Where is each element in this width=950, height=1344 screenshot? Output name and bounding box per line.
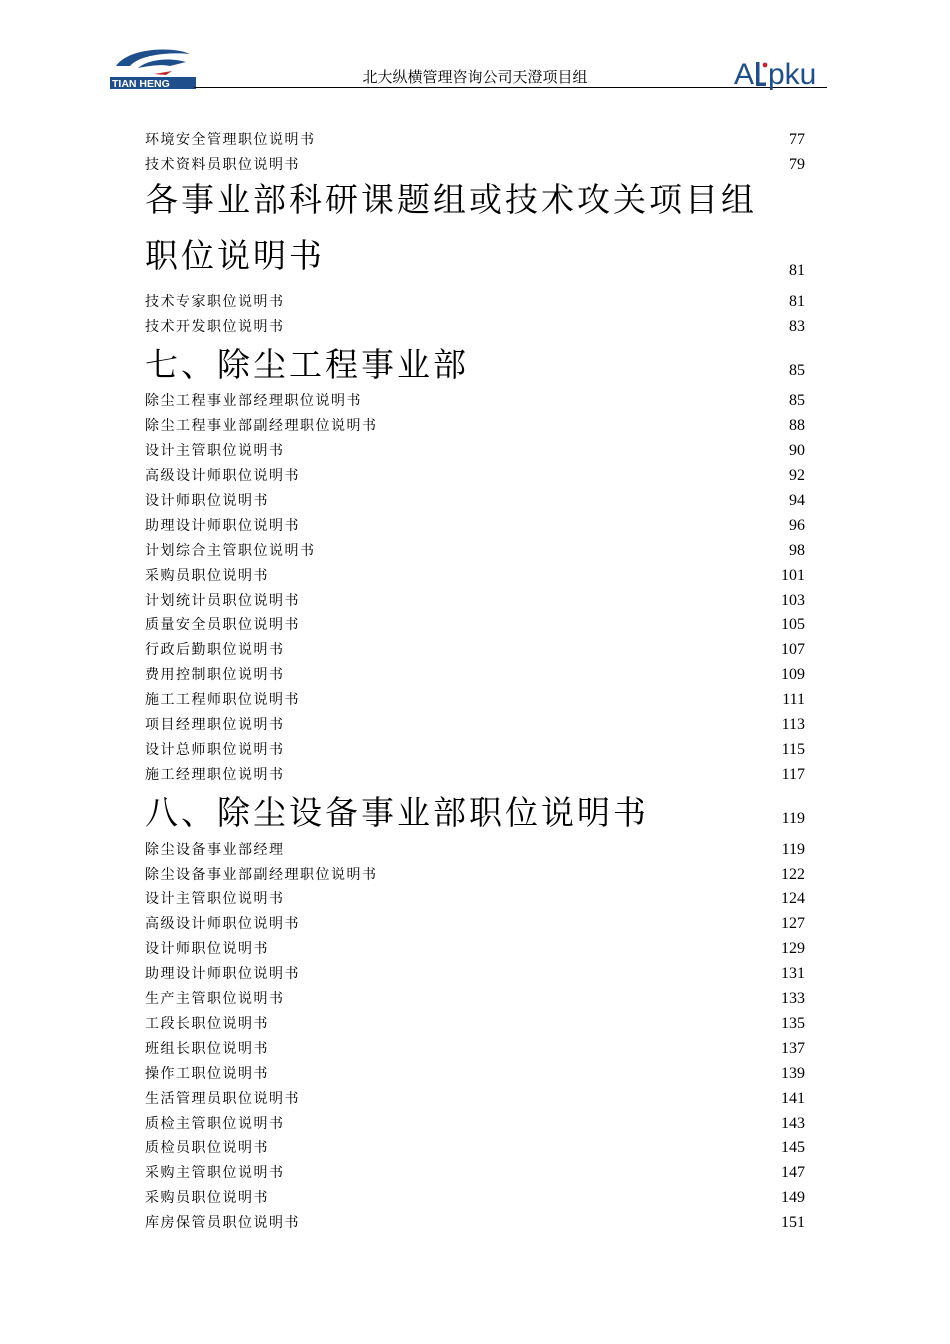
toc-page-number: 145 — [781, 1139, 805, 1157]
toc-page-number: 151 — [781, 1214, 805, 1232]
toc-page-number: 117 — [781, 765, 805, 783]
toc-entry[interactable] — [145, 834, 805, 859]
toc-entry[interactable] — [145, 435, 805, 460]
toc-entry[interactable] — [145, 634, 805, 659]
toc-entry[interactable] — [145, 1108, 805, 1133]
toc-page-number: 111 — [782, 691, 805, 709]
toc-entry-title: 生活管理员职位说明书 — [145, 1090, 300, 1107]
toc-entry[interactable] — [145, 286, 805, 311]
toc-entry[interactable] — [145, 311, 805, 336]
toc-entry-title: 设计总师职位说明书 — [145, 741, 285, 758]
toc-entry-title: 计划统计员职位说明书 — [145, 592, 300, 609]
toc-entry-title: 除尘工程事业部副经理职位说明书 — [145, 418, 378, 435]
toc-entry-title: 工段长职位说明书 — [145, 1015, 269, 1032]
header-title: 北大纵横管理咨询公司天澄项目组 — [362, 70, 588, 86]
toc-entry[interactable] — [145, 535, 805, 560]
toc-entry-title: 费用控制职位说明书 — [145, 667, 285, 684]
toc-page-number: 115 — [781, 740, 805, 758]
toc-entry[interactable] — [145, 709, 805, 734]
toc-page-number: 149 — [781, 1189, 805, 1207]
toc-page-number: 98 — [789, 541, 805, 559]
toc-page-number: 129 — [781, 940, 805, 958]
toc-entry-title: 设计主管职位说明书 — [145, 891, 285, 908]
toc-entry-title: 计划综合主管职位说明书 — [145, 542, 316, 559]
toc-page-number: 135 — [781, 1014, 805, 1032]
toc-entry-title: 操作工职位说明书 — [145, 1065, 269, 1082]
toc-section-heading[interactable] — [145, 174, 805, 286]
toc-page-number: 83 — [789, 317, 805, 335]
toc-entry[interactable] — [145, 386, 805, 411]
toc-entry-title: 技术专家职位说明书 — [145, 293, 285, 310]
toc-page-number: 139 — [781, 1064, 805, 1082]
toc-entry-title: 施工经理职位说明书 — [145, 766, 285, 783]
toc-entry[interactable] — [145, 560, 805, 585]
toc-page-number: 113 — [781, 716, 805, 734]
toc-page-number: 141 — [781, 1089, 805, 1107]
toc-section-heading[interactable] — [145, 784, 805, 834]
toc-page-number: 137 — [781, 1039, 805, 1057]
toc-entry[interactable] — [145, 460, 805, 485]
toc-entry[interactable] — [145, 983, 805, 1008]
toc-entry-title: 库房保管员职位说明书 — [145, 1215, 300, 1232]
toc-entry[interactable] — [145, 485, 805, 510]
toc-entry[interactable] — [145, 1157, 805, 1182]
toc-entry-title: 除尘工程事业部经理职位说明书 — [145, 393, 362, 410]
toc-entry-title: 设计师职位说明书 — [145, 493, 269, 510]
toc-section-heading[interactable] — [145, 336, 805, 386]
toc-entry-title: 除尘设备事业部副经理职位说明书 — [145, 866, 378, 883]
toc-entry[interactable] — [145, 884, 805, 909]
toc-page-number: 103 — [781, 591, 805, 609]
toc-page-number: 88 — [789, 417, 805, 435]
toc-entry-title: 八、除尘设备事业部职位说明书 — [145, 792, 649, 832]
toc-entry-title: 除尘设备事业部经理 — [145, 841, 285, 858]
svg-text:pku: pku — [768, 58, 817, 91]
toc-page-number: 105 — [781, 616, 805, 634]
toc-entry[interactable] — [145, 1083, 805, 1108]
toc-page-number: 94 — [789, 492, 805, 510]
toc-page-number: 133 — [781, 990, 805, 1008]
toc-page-number: 92 — [789, 467, 805, 485]
toc-entry-title: 技术资料员职位说明书 — [145, 156, 300, 173]
toc-entry-title: 采购员职位说明书 — [145, 567, 269, 584]
allpku-logo — [734, 56, 832, 92]
toc-entry[interactable] — [145, 149, 805, 174]
toc-page-number: 107 — [781, 641, 805, 659]
toc-page-number: 96 — [789, 516, 805, 534]
page-header — [0, 0, 950, 100]
toc-page-number: 85 — [789, 361, 805, 379]
toc-entry[interactable] — [145, 1033, 805, 1058]
toc-entry-title: 质检员职位说明书 — [145, 1140, 269, 1157]
toc-entry[interactable] — [145, 610, 805, 635]
toc-entry[interactable] — [145, 410, 805, 435]
toc-entry[interactable] — [145, 684, 805, 709]
toc-entry-title: 生产主管职位说明书 — [145, 991, 285, 1008]
toc-page-number: 124 — [781, 890, 805, 908]
toc-entry-title: 质检主管职位说明书 — [145, 1115, 285, 1132]
toc-entry-title: 采购主管职位说明书 — [145, 1165, 285, 1182]
toc-page-number: 119 — [781, 809, 805, 827]
toc-entry-title: 质量安全员职位说明书 — [145, 617, 300, 634]
toc-entry[interactable] — [145, 933, 805, 958]
toc-page-number: 109 — [781, 666, 805, 684]
toc-page-number: 131 — [781, 965, 805, 983]
toc-entry-title: 七、除尘工程事业部 — [145, 344, 469, 384]
table-of-contents — [145, 124, 805, 1232]
toc-page-number: 79 — [789, 155, 805, 173]
svg-text:A: A — [734, 58, 755, 91]
toc-entry-title: 班组长职位说明书 — [145, 1040, 269, 1057]
toc-entry[interactable] — [145, 659, 805, 684]
header-divider — [194, 87, 827, 88]
svg-text:TIAN HENG: TIAN HENG — [112, 78, 170, 90]
toc-entry-title: 项目经理职位说明书 — [145, 717, 285, 734]
toc-entry-title: 设计师职位说明书 — [145, 941, 269, 958]
toc-page-number: 85 — [789, 392, 805, 410]
toc-entry-title: 施工工程师职位说明书 — [145, 692, 300, 709]
toc-page-number: 81 — [789, 292, 805, 310]
toc-entry[interactable] — [145, 1182, 805, 1207]
toc-page-number: 101 — [781, 566, 805, 584]
toc-entry-title: 助理设计师职位说明书 — [145, 966, 300, 983]
toc-entry-title: 采购员职位说明书 — [145, 1190, 269, 1207]
toc-page-number: 122 — [781, 865, 805, 883]
toc-entry[interactable] — [145, 759, 805, 784]
toc-entry[interactable] — [145, 1133, 805, 1158]
toc-entry-title: 高级设计师职位说明书 — [145, 468, 300, 485]
toc-page-number: 90 — [789, 442, 805, 460]
tianheng-logo — [110, 44, 196, 90]
toc-entry-title: 设计主管职位说明书 — [145, 443, 285, 460]
toc-entry-title: 行政后勤职位说明书 — [145, 642, 285, 659]
toc-page-number: 127 — [781, 915, 805, 933]
toc-page-number: 147 — [781, 1164, 805, 1182]
toc-entry-title: 技术开发职位说明书 — [145, 318, 285, 335]
toc-entry[interactable] — [145, 958, 805, 983]
toc-page-number: 77 — [789, 130, 805, 148]
toc-entry-title: 助理设计师职位说明书 — [145, 517, 300, 534]
toc-entry-title: 环境安全管理职位说明书 — [145, 131, 316, 148]
toc-page-number: 81 — [789, 261, 805, 279]
toc-page-number: 143 — [781, 1114, 805, 1132]
toc-entry[interactable] — [145, 510, 805, 535]
toc-entry-title: 高级设计师职位说明书 — [145, 916, 300, 933]
toc-entry-title: 各事业部科研课题组或技术攻关项目组职位说明书 — [145, 179, 757, 275]
toc-entry[interactable] — [145, 1207, 805, 1232]
toc-entry[interactable] — [145, 908, 805, 933]
toc-entry[interactable] — [145, 1058, 805, 1083]
toc-entry[interactable] — [145, 585, 805, 610]
toc-entry[interactable] — [145, 1008, 805, 1033]
toc-entry[interactable] — [145, 734, 805, 759]
toc-entry[interactable] — [145, 859, 805, 884]
toc-entry[interactable] — [145, 124, 805, 149]
toc-page-number: 119 — [781, 840, 805, 858]
